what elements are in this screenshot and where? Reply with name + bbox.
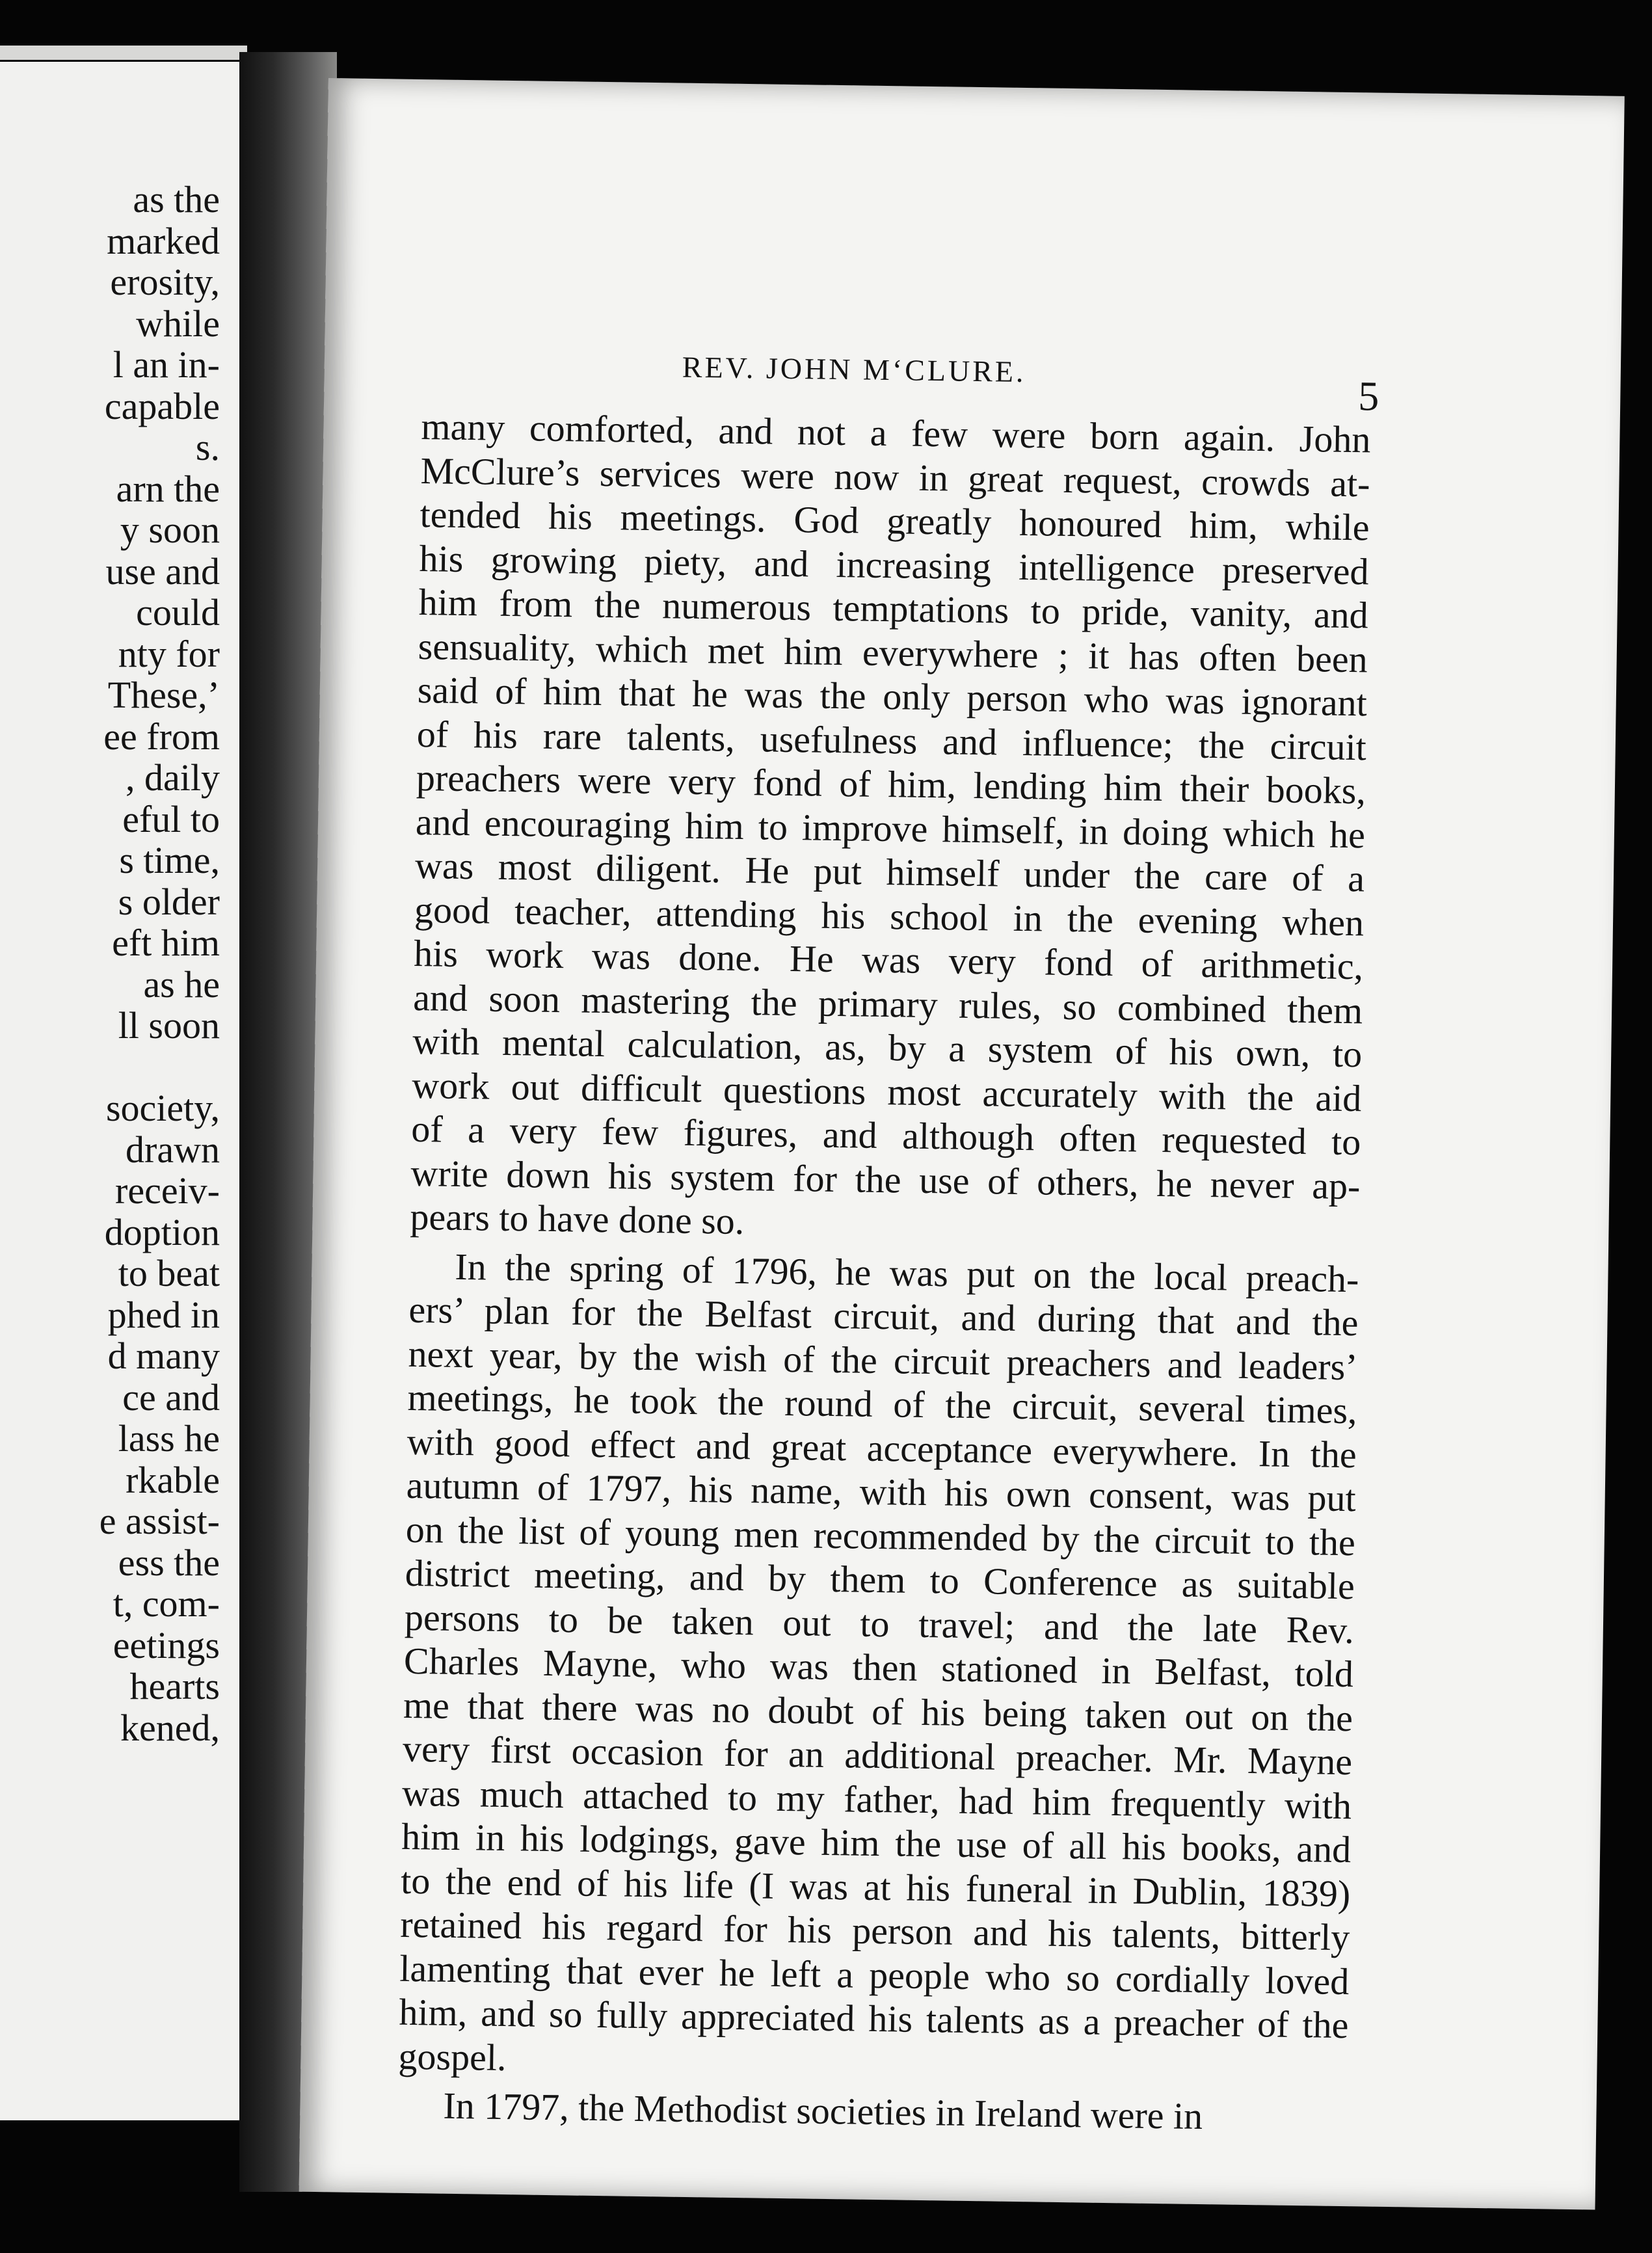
left-page-line: s time, bbox=[119, 839, 220, 881]
paragraph bbox=[397, 2083, 1348, 2140]
text-line: In 1797, the Methodist societies in Ireland were in bbox=[443, 2084, 1203, 2138]
text-line: on the list of young men recommended by the circuit to the bbox=[405, 1508, 1356, 1564]
left-page-line: rkable bbox=[126, 1458, 220, 1501]
left-page-line: eft him bbox=[112, 922, 220, 964]
text-line: meetings, he took the round of the circuit, several times, bbox=[407, 1376, 1358, 1432]
text-line: retained his regard for his person and his talents, bitterly bbox=[399, 1902, 1350, 1959]
left-page-line: society, bbox=[105, 1087, 220, 1129]
text-line: In the spring of 1796, he was put on the local preach- bbox=[455, 1245, 1359, 1300]
left-page-line: could bbox=[136, 591, 220, 633]
left-page-line: e assist- bbox=[99, 1500, 220, 1542]
text-line: district meeting, and by them to Conference as suitable bbox=[405, 1551, 1355, 1608]
left-page-line: eetings bbox=[113, 1623, 220, 1666]
text-line: write down his system for the use of others, he never ap- bbox=[410, 1151, 1361, 1207]
left-page-line: arn the bbox=[116, 467, 220, 510]
text-line: his work was done. He was very fond of arithmetic, bbox=[413, 931, 1364, 988]
paragraph bbox=[398, 1244, 1359, 2091]
left-page-line: s older bbox=[118, 880, 220, 923]
text-line: said of him that he was the only person who was ignorant bbox=[417, 669, 1368, 725]
left-page-line: These,’ bbox=[107, 674, 220, 716]
text-line: preachers were very fond of him, lending him their books, bbox=[416, 756, 1366, 812]
left-page-line: ll soon bbox=[118, 1004, 220, 1047]
text-line: him from the numerous temptations to pride, vanity, and bbox=[418, 581, 1369, 637]
left-page-line: hearts bbox=[129, 1665, 220, 1707]
left-page-line: doption bbox=[104, 1210, 220, 1253]
text-line: Charles Mayne, who was then stationed in Belfast, told bbox=[403, 1639, 1354, 1696]
text-line: very first occasion for an additional preacher. Mr. Mayne bbox=[402, 1727, 1353, 1783]
left-page-line: eful to bbox=[122, 797, 220, 840]
text-line: of his rare talents, usefulness and influence; the circuit bbox=[416, 712, 1367, 768]
left-page-line: nty for bbox=[118, 632, 220, 675]
left-page-line: , daily bbox=[126, 756, 220, 799]
text-line: lamenting that ever he left a people who so cordially loved bbox=[399, 1947, 1350, 2003]
left-page-line: to beat bbox=[118, 1252, 220, 1294]
text-line: and encouraging him to improve himself, in doing which he bbox=[415, 800, 1366, 856]
left-page-line: kened, bbox=[120, 1706, 220, 1749]
text-line: was much attached to my father, had him frequently with bbox=[401, 1771, 1352, 1827]
left-page-line: erosity, bbox=[110, 261, 220, 303]
left-page-edge bbox=[0, 46, 247, 60]
text-line: sensuality, which met him everywhere ; it has often been bbox=[418, 624, 1368, 680]
text-line: many comforted, and not a few were born again. John bbox=[421, 405, 1371, 461]
text-line: next year, by the wish of the circuit preachers and leaders’ bbox=[408, 1332, 1358, 1388]
text-line: of a very few figures, and although often requested to bbox=[411, 1107, 1361, 1164]
left-page-line: marked bbox=[107, 219, 220, 262]
left-page-line: d many bbox=[107, 1335, 220, 1377]
right-page bbox=[299, 78, 1625, 2210]
text-line: to the end of his life (I was at his funeral in Dublin, 1839) bbox=[400, 1859, 1351, 1915]
text-line: work out difficult questions most accurately with the aid bbox=[411, 1063, 1362, 1119]
text-line: and soon mastering the primary rules, so combined them bbox=[412, 976, 1363, 1032]
text-line: tended his meetings. God greatly honoured him, while bbox=[420, 493, 1370, 549]
text-line: me that there was no doubt of his being taken out on the bbox=[403, 1683, 1353, 1739]
left-page-line: lass he bbox=[118, 1417, 220, 1460]
left-page-line: use and bbox=[105, 550, 220, 593]
running-header: REV. JOHN M‘CLURE. bbox=[682, 350, 1026, 389]
text-line: pears to have done so. bbox=[410, 1195, 745, 1243]
text-line: was most diligent. He put himself under the care of a bbox=[414, 844, 1365, 900]
left-page-line: capable bbox=[104, 384, 220, 427]
text-line: with good effect and great acceptance everywhere. In the bbox=[406, 1420, 1357, 1476]
left-page-line: phed in bbox=[107, 1293, 220, 1336]
text-line: McClure’s services were now in great request, crowds at- bbox=[420, 449, 1370, 505]
left-page bbox=[0, 62, 242, 2120]
left-page-line: y soon bbox=[120, 509, 220, 551]
paragraph bbox=[410, 405, 1371, 1252]
left-page-line: while bbox=[136, 302, 220, 345]
text-line: ers’ plan for the Belfast circuit, and during that and the bbox=[408, 1288, 1359, 1344]
text-line: persons to be taken out to travel; and the late Rev. bbox=[404, 1595, 1355, 1651]
text-line: good teacher, attending his school in the evening when bbox=[414, 888, 1365, 944]
left-page-line: s. bbox=[195, 426, 220, 468]
left-page-line: as the bbox=[133, 178, 220, 220]
text-line: gospel. bbox=[398, 2034, 507, 2079]
text-line: him in his lodgings, gave him the use of all his books, and bbox=[401, 1815, 1352, 1871]
text-line: him, and so fully appreciated his talents as a preacher of the bbox=[399, 1990, 1349, 2047]
left-page-line: receiv- bbox=[115, 1169, 220, 1212]
left-page-line: drawn bbox=[126, 1128, 220, 1171]
left-page-line: ess the bbox=[118, 1541, 220, 1584]
text-line: autumn of 1797, his name, with his own consent, was put bbox=[406, 1463, 1357, 1520]
left-page-line: as he bbox=[143, 963, 220, 1006]
text-line: his growing piety, and increasing intelligence preserved bbox=[419, 537, 1370, 593]
left-page-line: ce and bbox=[122, 1376, 220, 1419]
left-page-line: ee from bbox=[103, 715, 220, 758]
text-line: with mental calculation, as, by a system of his own, to bbox=[412, 1019, 1363, 1076]
body-text bbox=[397, 405, 1371, 2146]
left-page-line: l an in- bbox=[113, 343, 220, 386]
left-page-line: t, com- bbox=[113, 1582, 220, 1625]
page-number: 5 bbox=[1357, 373, 1379, 420]
